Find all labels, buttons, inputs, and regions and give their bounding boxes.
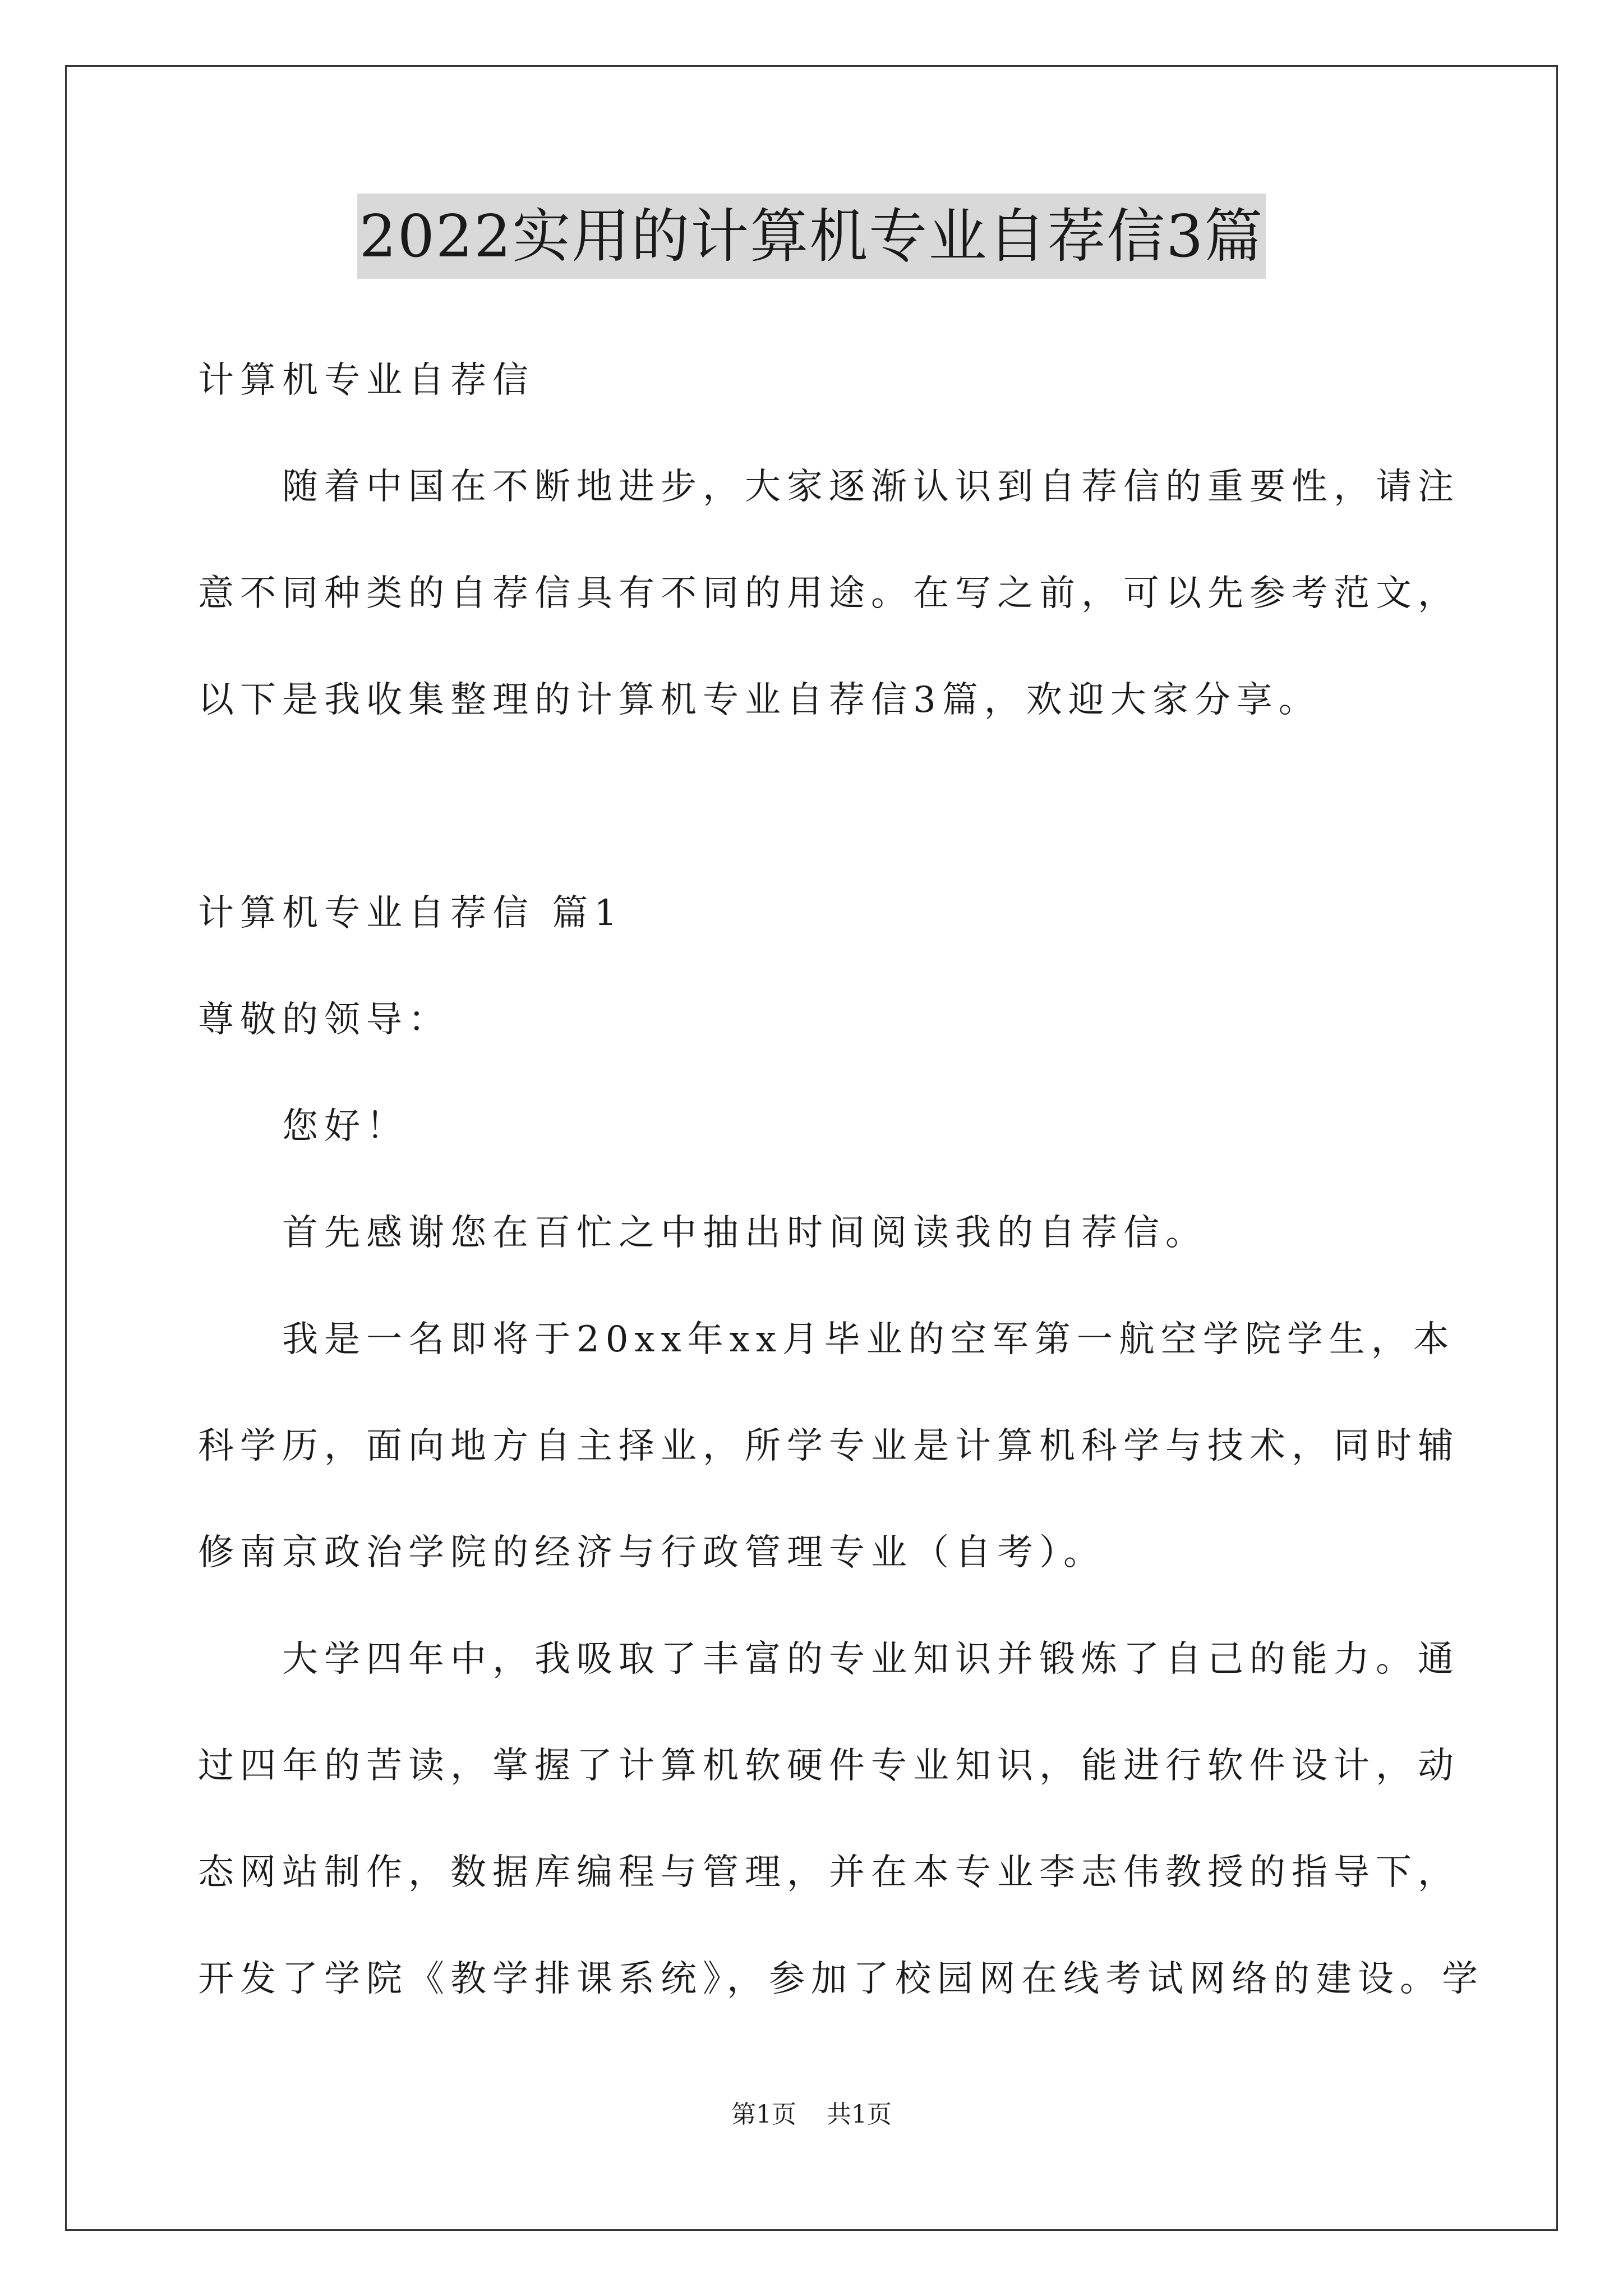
salutation: 尊敬的领导：: [198, 999, 450, 1041]
body-line: 大学四年中，我吸取了丰富的专业知识并锻炼了自己的能力。通: [282, 1639, 1460, 1680]
section-heading: 计算机专业自荐信: [198, 360, 534, 401]
body-line: 科学历，面向地方自主择业，所学专业是计算机科学与技术，同时辅: [198, 1425, 1460, 1467]
body-line: 我是一名即将于20xx年xx月毕业的空军第一航空学院学生，本: [282, 1319, 1455, 1360]
letter-heading: 计算机专业自荐信 篇1: [198, 892, 624, 934]
body-line: 态网站制作，数据库编程与管理，并在本专业李志伟教授的指导下，: [198, 1852, 1460, 1893]
title-container: [0, 194, 1623, 279]
body-line: 过四年的苦读，掌握了计算机软硬件专业知识，能进行软件设计，动: [198, 1745, 1460, 1787]
greeting: 您好！: [282, 1106, 408, 1147]
body-line: 首先感谢您在百忙之中抽出时间阅读我的自荐信。: [282, 1212, 1207, 1254]
page-footer: [0, 2098, 1623, 2132]
intro-line: 以下是我收集整理的计算机专业自荐信3篇，欢迎大家分享。: [198, 679, 1321, 721]
body-line: 修南京政治学院的经济与行政管理专业（自考）。: [198, 1532, 1105, 1573]
body-line: 开发了学院《教学排课系统》，参加了校园网在线考试网络的建设。学: [198, 1958, 1484, 2000]
document-title: 2022实用的计算机专业自荐信3篇: [357, 194, 1266, 279]
intro-line: 意不同种类的自荐信具有不同的用途。在写之前，可以先参考范文，: [198, 573, 1460, 614]
page-number: 第1页: [731, 2100, 796, 2129]
intro-line: 随着中国在不断地进步，大家逐渐认识到自荐信的重要性，请注: [282, 466, 1460, 508]
page-total: 共1页: [827, 2100, 892, 2129]
